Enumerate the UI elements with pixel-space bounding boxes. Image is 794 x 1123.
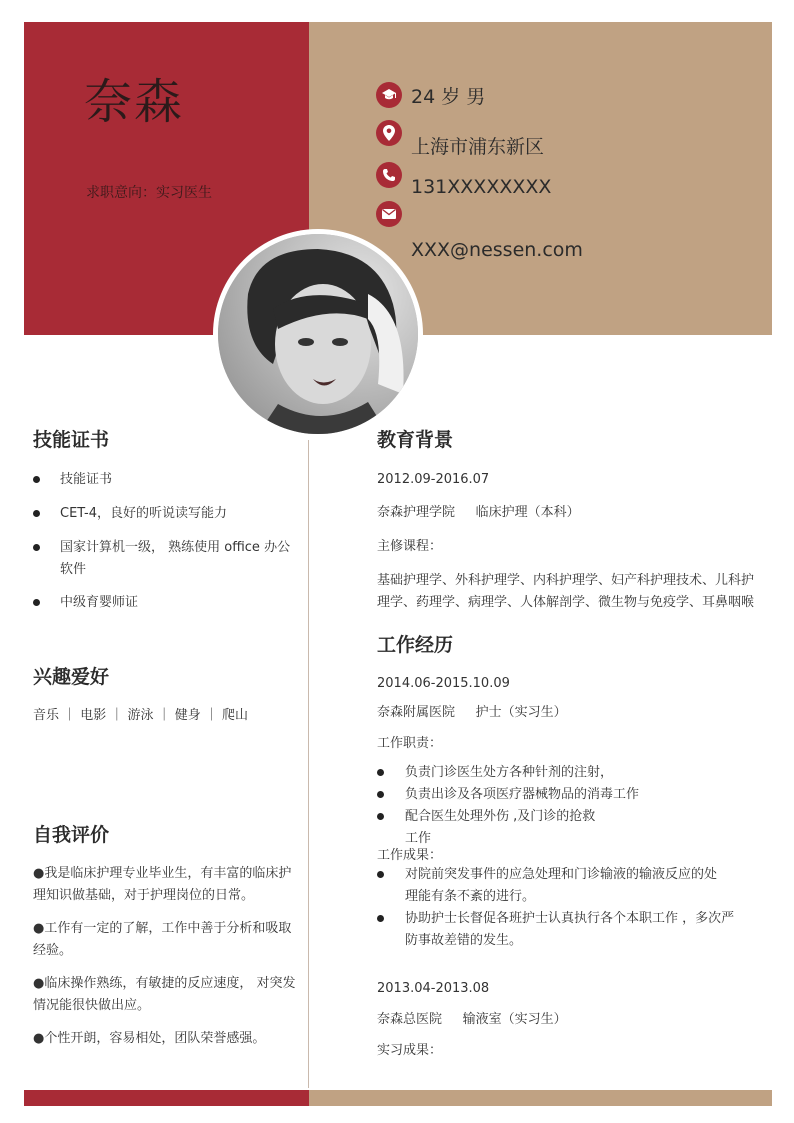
list-item-continued: 工作	[405, 831, 432, 846]
list-item: 配合医生处理外伤 ,及门诊的抢救	[377, 806, 772, 828]
courses-label: 主修课程：	[377, 539, 443, 554]
results-label: 工作成果：	[377, 848, 443, 863]
address: 上海市浦东新区	[411, 135, 545, 158]
list-item-continued: 防事故差错的发生。	[405, 933, 523, 948]
list-item: 协助护士长督促各班护士认真执行各个本职工作 ，多次严	[377, 908, 772, 930]
list-item: 中级育婴师证	[33, 592, 303, 614]
job1-org: 奈森附属医院 护士（实习生）	[377, 705, 567, 720]
job-intent: 求职意向：实习医生	[86, 185, 212, 201]
self-eval-line: 情况能很快做出应。	[33, 998, 151, 1013]
skills-title: 技能证书	[33, 429, 110, 451]
self-eval-line: ●临床操作熟练，有敏捷的反应速度， 对突发	[33, 976, 296, 991]
phone-number: 131XXXXXXXX	[411, 176, 552, 198]
location-pin-icon	[376, 120, 402, 146]
list-item-continued: 软件	[60, 562, 87, 577]
graduation-cap-icon	[376, 82, 402, 108]
self-eval-line: ●我是临床护理专业毕业生，有丰富的临床护	[33, 866, 292, 881]
bullet-dot	[377, 915, 384, 922]
job2-results-label: 实习成果：	[377, 1043, 443, 1058]
list-item: CET-4，良好的听说读写能力	[33, 503, 303, 525]
age-gender: 24 岁 男	[411, 85, 486, 108]
self-eval-body	[33, 863, 303, 1050]
education-school: 奈森护理学院 临床护理（本科）	[377, 505, 580, 520]
list-item: 对院前突发事件的应急处理和门诊输液的输液反应的处	[377, 864, 772, 886]
contact-email-row	[376, 199, 583, 261]
bullet-dot	[33, 599, 40, 606]
self-eval-line: ●工作有一定的了解，工作中善于分析和吸取	[33, 921, 292, 936]
self-eval-line: 理知识做基础，对于护理岗位的日常。	[33, 888, 255, 903]
job1-date: 2014.06-2015.10.09	[377, 676, 510, 691]
courses-line: 基础护理学、外科护理学、内科护理学、妇产科护理技术、儿科护	[377, 573, 755, 588]
job2-date: 2013.04-2013.08	[377, 981, 490, 996]
hobbies-title: 兴趣爱好	[33, 666, 110, 688]
self-eval-line: ●个性开朗，容易相处，团队荣誉感强。	[33, 1031, 266, 1046]
list-item-continued: 理能有条不紊的进行。	[405, 889, 536, 904]
results-list	[377, 864, 772, 952]
bullet-dot	[33, 476, 40, 483]
duties-list	[377, 762, 772, 850]
skills-list	[33, 469, 303, 614]
list-item: 国家计算机一级， 熟练使用 office 办公	[33, 537, 303, 559]
email-icon	[376, 201, 402, 227]
education-title: 教育背景	[377, 429, 454, 451]
column-divider	[308, 440, 309, 1088]
bullet-dot	[377, 871, 384, 878]
bullet-dot	[377, 791, 384, 798]
contact-address-row	[376, 118, 545, 158]
bullet-dot	[377, 813, 384, 820]
list-item: 负责门诊医生处方各种针剂的注射，	[377, 762, 772, 784]
self-eval-title: 自我评价	[33, 824, 110, 846]
profile-photo	[218, 234, 418, 434]
bullet-dot	[377, 769, 384, 776]
candidate-name: 奈森	[84, 74, 185, 130]
contact-phone-row	[376, 160, 552, 198]
self-eval-line: 经验。	[33, 943, 73, 958]
bullet-dot	[33, 544, 40, 551]
list-item: 负责出诊及各项医疗器械物品的消毒工作	[377, 784, 772, 806]
contact-age-row	[376, 80, 485, 110]
work-title: 工作经历	[377, 634, 454, 656]
list-item: 技能证书	[33, 469, 303, 491]
bullet-dot	[33, 510, 40, 517]
phone-icon	[376, 162, 402, 188]
duties-label: 工作职责：	[377, 736, 443, 751]
email-address: XXX@nessen.com	[411, 239, 583, 261]
job2-org: 奈森总医院 输液室（实习生）	[377, 1012, 567, 1027]
hobbies-text: 音乐 ｜ 电影 ｜ 游泳 ｜ 健身 ｜ 爬山	[33, 708, 249, 723]
courses-line: 理学、药理学、病理学、人体解剖学、微生物与免疫学、耳鼻咽喉	[377, 595, 755, 610]
footer-tan-bar	[309, 1090, 772, 1106]
education-date: 2012.09-2016.07	[377, 472, 490, 487]
footer-red-bar	[24, 1090, 309, 1106]
